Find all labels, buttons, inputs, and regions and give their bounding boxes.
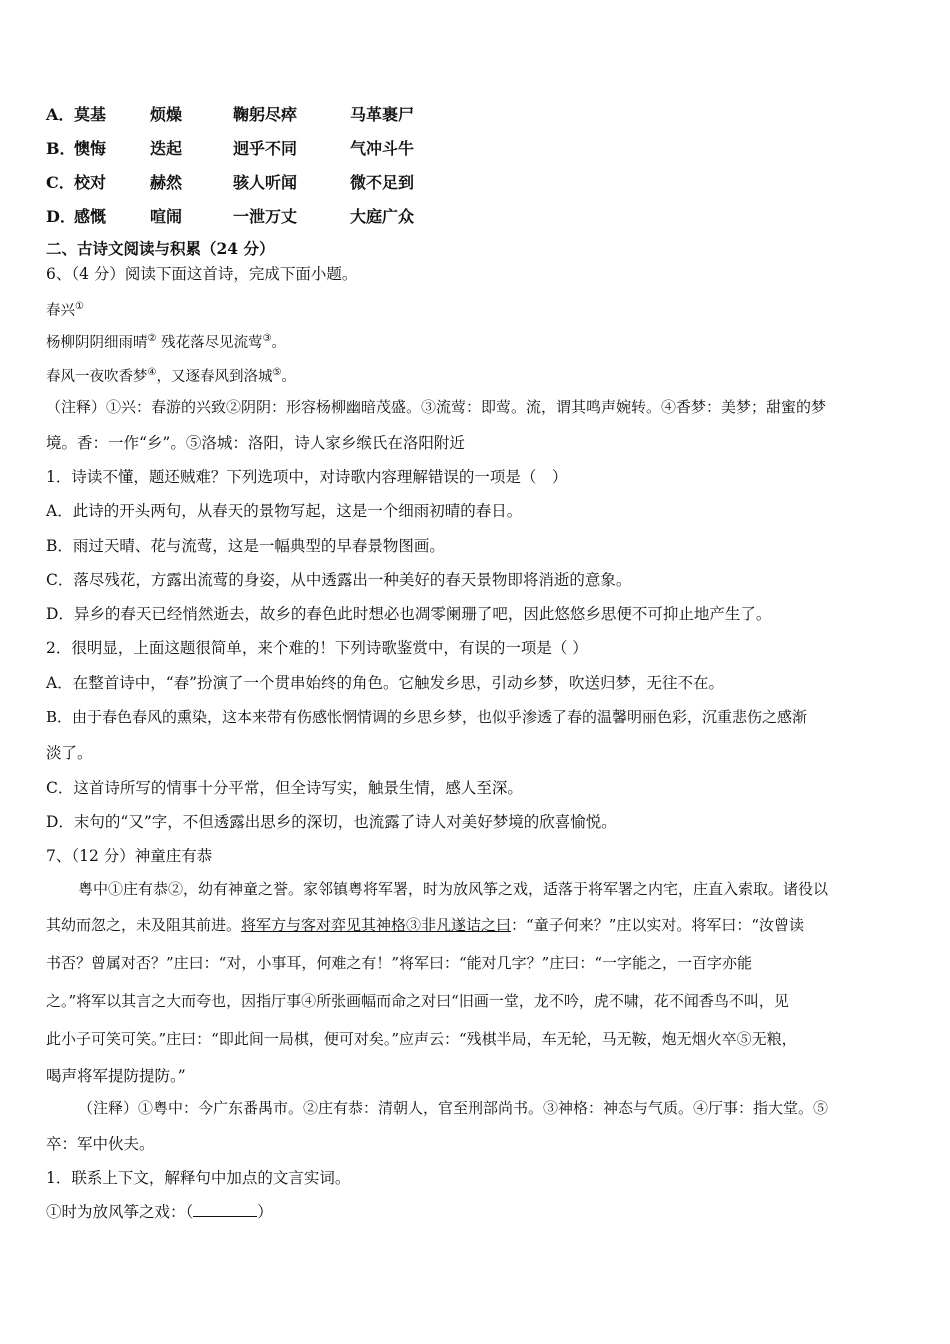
option-letter: B． <box>46 139 76 158</box>
underlined-sentence: 将军方与客对弈见其神格③非凡遂诘之曰 <box>241 916 512 934</box>
option-word: 骇人听闻 <box>233 173 298 192</box>
option-letter: C． <box>46 173 75 192</box>
option-word: 烦燥 <box>150 105 183 124</box>
option-word: 莫基 <box>74 105 107 124</box>
passage-line-3: 书否？曾属对否？”庄曰：“对，小事耳，何难之有！”将军曰：“能对几字？”庄曰：“一字能之，一百字亦能 <box>46 954 753 972</box>
q6-sub2-stem: 2．很明显，上面这题很简单，来个难的！下列诗歌鉴赏中，有误的一项是（ ） <box>46 639 588 657</box>
section-title: 二、古诗文阅读与积累（24 分） <box>46 239 275 258</box>
answer-blank[interactable] <box>193 1202 257 1217</box>
q6-sub1-option-c: C．落尽残花，方露出流莺的身姿，从中透露出一种美好的春天景物即将消逝的意象。 <box>46 571 632 589</box>
poem-title-text: 春兴 <box>46 302 75 319</box>
poem-text: 。 <box>281 368 296 385</box>
passage-line-6: 喝声将军提防提防。” <box>46 1067 186 1085</box>
q6-sub1-option-b: B．雨过天晴、花与流莺，这是一幅典型的早春景物图画。 <box>46 537 445 555</box>
option-word: 微不足到 <box>350 173 415 192</box>
q6-sub2-option-c: C．这首诗所写的情事十分平常，但全诗写实，触景生情，感人至深。 <box>46 779 523 797</box>
q6-sub2-option-b-line2: 淡了。 <box>46 744 93 762</box>
passage-note-line-2: 卒：军中伙夫。 <box>46 1135 155 1153</box>
item-text: ） <box>257 1203 273 1221</box>
option-word: 气冲斗牛 <box>350 139 415 158</box>
passage-text: ：“童子何来？”庄以实对。将军曰：“汝曾读 <box>511 916 805 934</box>
poem-text: 杨柳阴阴细雨晴 <box>46 334 148 351</box>
footnote-mark: ④ <box>147 367 157 378</box>
question-6-stem: 6、（4 分）阅读下面这首诗，完成下面小题。 <box>46 265 358 283</box>
poem-text: 残花落尽见流莺 <box>161 334 263 351</box>
passage-text: 其幼而忽之，未及阻其前进。 <box>46 916 242 934</box>
question-7-stem: 7、（12 分）神童庄有恭 <box>46 847 213 865</box>
poem-text: ，又逐春风到洛城 <box>156 368 273 385</box>
poem-note-line-1: （注释）①兴：春游的兴致②阴阴：形容杨柳幽暗茂盛。③流莺：即莺。流，谓其鸣声婉转。④香梦：美梦；甜蜜的梦 <box>46 398 827 416</box>
footnote-mark: ⑤ <box>272 367 282 378</box>
poem-line-2 <box>46 362 296 388</box>
option-word: 喧闹 <box>150 207 183 226</box>
option-word: 感慨 <box>74 207 107 226</box>
poem-text: 春风一夜吹香梦 <box>46 368 148 385</box>
q6-sub1-stem: 1．诗读不懂，题还贼难？下列选项中，对诗歌内容理解错误的一项是（ ） <box>46 468 568 486</box>
option-word: 一泄万丈 <box>233 207 298 226</box>
footnote-mark: ③ <box>262 333 272 344</box>
poem-text: 。 <box>271 334 287 351</box>
option-word: 马革裹尸 <box>350 105 415 124</box>
poem-line-1 <box>46 328 286 354</box>
option-word: 大庭广众 <box>350 207 415 226</box>
passage-line-4: 之。”将军以其言之大而夸也，因指厅事④所张画幅而命之对曰“旧画一堂，龙不吟，虎不啸，花不闻香鸟不叫，见 <box>46 992 789 1010</box>
item-text: ①时为放风筝之戏：（ <box>46 1203 194 1221</box>
passage-note-line-1: （注释）①粤中：今广东番禺市。②庄有恭：清朝人，官至刑部尚书。③神格：神态与气质。④厅事：指大堂。⑤ <box>78 1099 829 1117</box>
q6-sub1-option-a: A．此诗的开头两句，从春天的景物写起，这是一个细雨初晴的春日。 <box>46 502 523 520</box>
footnote-mark: ① <box>75 301 84 312</box>
q7-sub1-stem: 1．联系上下文，解释句中加点的文言实词。 <box>46 1169 351 1187</box>
passage-line-2 <box>46 914 804 936</box>
passage-line-5: 此小子可笑可笑。”庄曰：“即此间一局棋，便可对矣。”应声云：“残棋半局，车无轮，马无鞍，炮无烟火卒⑤无粮， <box>46 1030 797 1048</box>
option-word: 迭起 <box>150 139 183 158</box>
passage-line-1: 粤中①庄有恭②，幼有神童之誉。家邻镇粤将军署，时为放风筝之戏，适落于将军署之内宅，庄直入索取。诸役以 <box>78 880 829 898</box>
option-word: 校对 <box>74 173 107 192</box>
q6-sub1-option-d: D．异乡的春天已经悄然逝去，故乡的春色此时想必也凋零阑珊了吧，因此悠悠乡思便不可抑止地产生了。 <box>46 605 772 623</box>
option-letter: A． <box>46 105 75 124</box>
option-word: 鞠躬尽瘁 <box>233 105 298 124</box>
q7-sub1-item1 <box>46 1201 273 1223</box>
q6-sub2-option-a: A．在整首诗中，“春”扮演了一个贯串始终的角色。它触发乡思，引动乡梦，吹送归梦，无往不在。 <box>46 674 725 692</box>
q6-sub2-option-d: D．末句的“又”字，不但透露出思乡的深切，也流露了诗人对美好梦境的欣喜愉悦。 <box>46 813 617 831</box>
option-word: 懊悔 <box>74 139 107 158</box>
option-word: 赫然 <box>150 173 183 192</box>
option-letter: D． <box>46 207 76 226</box>
poem-note-line-2: 境。香：一作“乡”。⑤洛城：洛阳，诗人家乡缑氏在洛阳附近 <box>46 434 465 452</box>
option-word: 迥乎不同 <box>233 139 298 158</box>
q6-sub2-option-b-line1: B．由于春色春风的熏染，这本来带有伤感怅惘情调的乡思乡梦，也似乎渗透了春的温馨明丽色彩，沉重悲伤之感渐 <box>46 708 808 726</box>
footnote-mark: ② <box>147 333 157 344</box>
poem-title <box>46 296 84 322</box>
